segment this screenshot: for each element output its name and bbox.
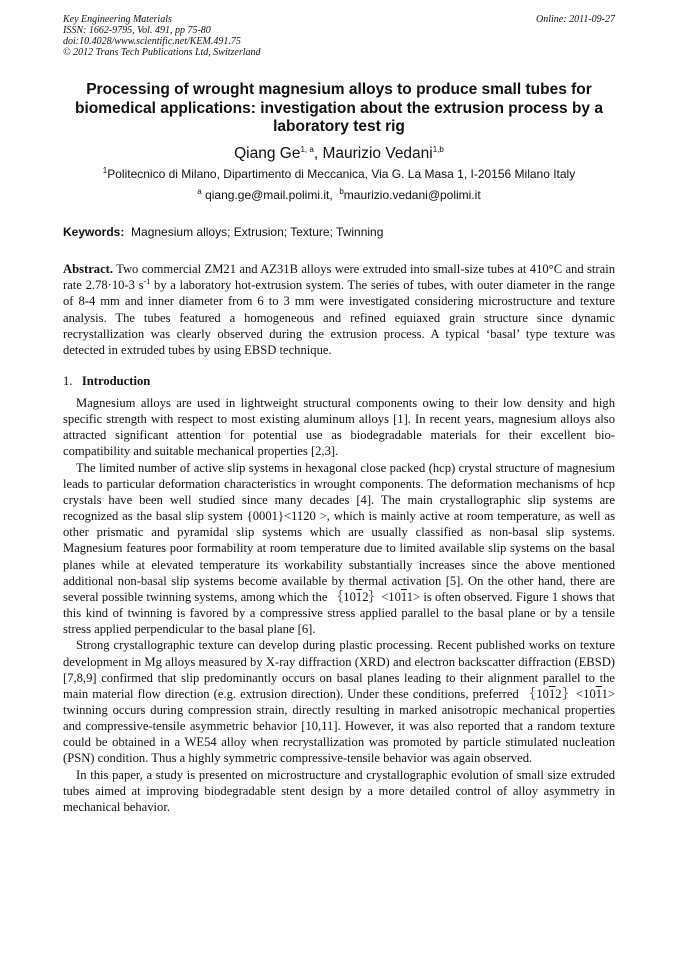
paragraph: In this paper, a study is presented on microstructure and crystallographic evolution of small size extruded tubes aimed at improving biodegradable stent design by a more detailed control of alloy asymmetry in mechanical behavior. — [63, 767, 615, 814]
section-heading — [63, 374, 615, 389]
introduction-body — [63, 395, 615, 815]
affiliation-superscript: 1 — [102, 166, 108, 175]
doi-line[interactable]: doi:10.4028/www.scientific.net/KEM.491.75 — [63, 36, 241, 47]
email-superscript: b — [339, 187, 344, 196]
twin-notation — [523, 687, 615, 701]
copyright-line: © 2012 Trans Tech Publications Ltd, Switzerland — [63, 47, 261, 58]
abstract — [63, 261, 615, 358]
notation-text: 2｝<10 — [362, 589, 401, 604]
notation-overbar: 1 — [595, 686, 602, 701]
paragraph — [63, 460, 615, 638]
keywords-label: Keywords: — [63, 225, 125, 239]
notation-text: ｛10 — [330, 589, 356, 604]
notation-overbar: 1 — [400, 589, 407, 604]
paragraph-text: The limited number of active slip systems in hexagonal close packed (hcp) crystal structure of magnesium leads to particular deformation characteristics in wrought components. The deformation mechanisms of hcp crystals have been well studied since many decades [4]. The main crystallographic slip systems are recognized as the basal slip system {0001}<1120 >, which is mainly active at room temperature, as well as other prismatic and pyramidal slip systems which are usually classified as non-basal slip systems. Magnesium features poor formability at room temperature due to limited available slip systems on the basal planes while at elevated temperature its workability substantially increases since the above mentioned additional non-basal slip systems become available by thermal activation [5]. On the other hand, there are several possible twinning systems, among which the — [63, 460, 615, 604]
issn-line: ISSN: 1662-9795, Vol. 491, pp 75-80 — [63, 25, 211, 36]
author-name: Qiang Ge — [234, 145, 301, 162]
email-line — [63, 188, 615, 202]
author-line — [63, 145, 615, 163]
author-name: Maurizio Vedani — [322, 145, 433, 162]
notation-overbar: 1 — [548, 686, 556, 701]
online-date: Online: 2011-09-27 — [536, 14, 615, 25]
paragraph-text: is often observed. Figure 1 shows that this kind of twinning is favored by a compressive stress applied parallel to the basal plane or by a tensile stress applied perpendicular to the basal plane [6]. — [63, 589, 616, 637]
author-superscript: 1,b — [432, 144, 444, 154]
paper-title: Processing of wrought magnesium alloys to produce small tubes for biomedical applications: investigation about the extrusion process by a laboratory test rig — [75, 81, 603, 135]
keywords-text: Magnesium alloys; Extrusion; Texture; Twinning — [131, 225, 384, 239]
email-link[interactable]: qiang.ge@mail.polimi.it, — [201, 188, 333, 202]
paragraph: Magnesium alloys are used in lightweight structural components owing to their low density and high specific strength with respect to most existing aluminum alloys [1]. In recent years, magnesium alloys also attracted significant attention for potential use as biodegradable materials for their excellent bio-compatibility and suitable mechanical properties [2,3]. — [63, 396, 615, 459]
paragraph — [63, 637, 615, 766]
abstract-text: by a laboratory hot-extrusion system. The series of tubes, with outer diameter in the range of 8-4 mm and inner diameter from 6 to 3 mm were investigated considering microstructure and texture analysis. The tubes featured a homogeneous and refined equiaxed grain structure since dynamic recrystallization was clearly observed during the extrusion process. A typical ‘basal’ type texture was detected in extruded tubes by using EBSD technique. — [63, 278, 616, 358]
affiliation-text: Politecnico di Milano, Dipartimento di Meccanica, Via G. La Masa 1, I-20156 Milano Italy — [107, 167, 576, 181]
section-title: Introduction — [81, 374, 151, 388]
running-header — [63, 14, 615, 58]
abstract-label: Abstract. — [63, 262, 114, 276]
email-superscript: a — [197, 187, 202, 196]
abstract-text: Two commercial ZM21 and AZ31B alloys were extruded into small-size tubes at 410°C and strain rate 2.78·10-3 s — [63, 262, 615, 293]
notation-text: 2｝<10 — [555, 686, 596, 701]
email-link[interactable]: maurizio.vedani@polimi.it — [343, 188, 481, 202]
notation-text: 1> — [601, 686, 615, 701]
notation-text: 1> — [406, 589, 421, 604]
section-number: 1. — [63, 374, 73, 388]
affiliation — [63, 167, 615, 181]
author-superscript: 1, a — [300, 144, 314, 154]
notation-overbar: 1 — [355, 589, 363, 604]
twin-notation — [331, 590, 421, 604]
author-separator: , — [313, 145, 323, 162]
keywords — [63, 225, 615, 239]
notation-text: ｛10 — [522, 686, 549, 701]
paragraph-text: Strong crystallographic texture can develop during plastic processing. Recent published works on texture development in Mg alloys measured by X-ray diffraction (XRD) and electron backscatter diffraction (EBSD) [7,8,9] confirmed that slip predominantly occurs on basal planes leading to their alignment parallel to the main material flow direction (e.g. extrusion direction). Under these conditions, preferred — [63, 638, 615, 701]
journal-name: Key Engineering Materials — [63, 14, 172, 25]
paragraph-text: twinning occurs during compression strain, directly resulting in marked anisotropic mechanical properties and compressive-tensile asymmetric behavior [10,11]. However, it was also reported that a random texture could be obtained in a WE54 alloy when recrystallization was promoted by particle stimulated nucleation (PSN) condition. Thus a highly symmetric compressive-tensile behavior was again observed. — [63, 702, 615, 766]
abstract-superscript: -1 — [143, 277, 151, 287]
